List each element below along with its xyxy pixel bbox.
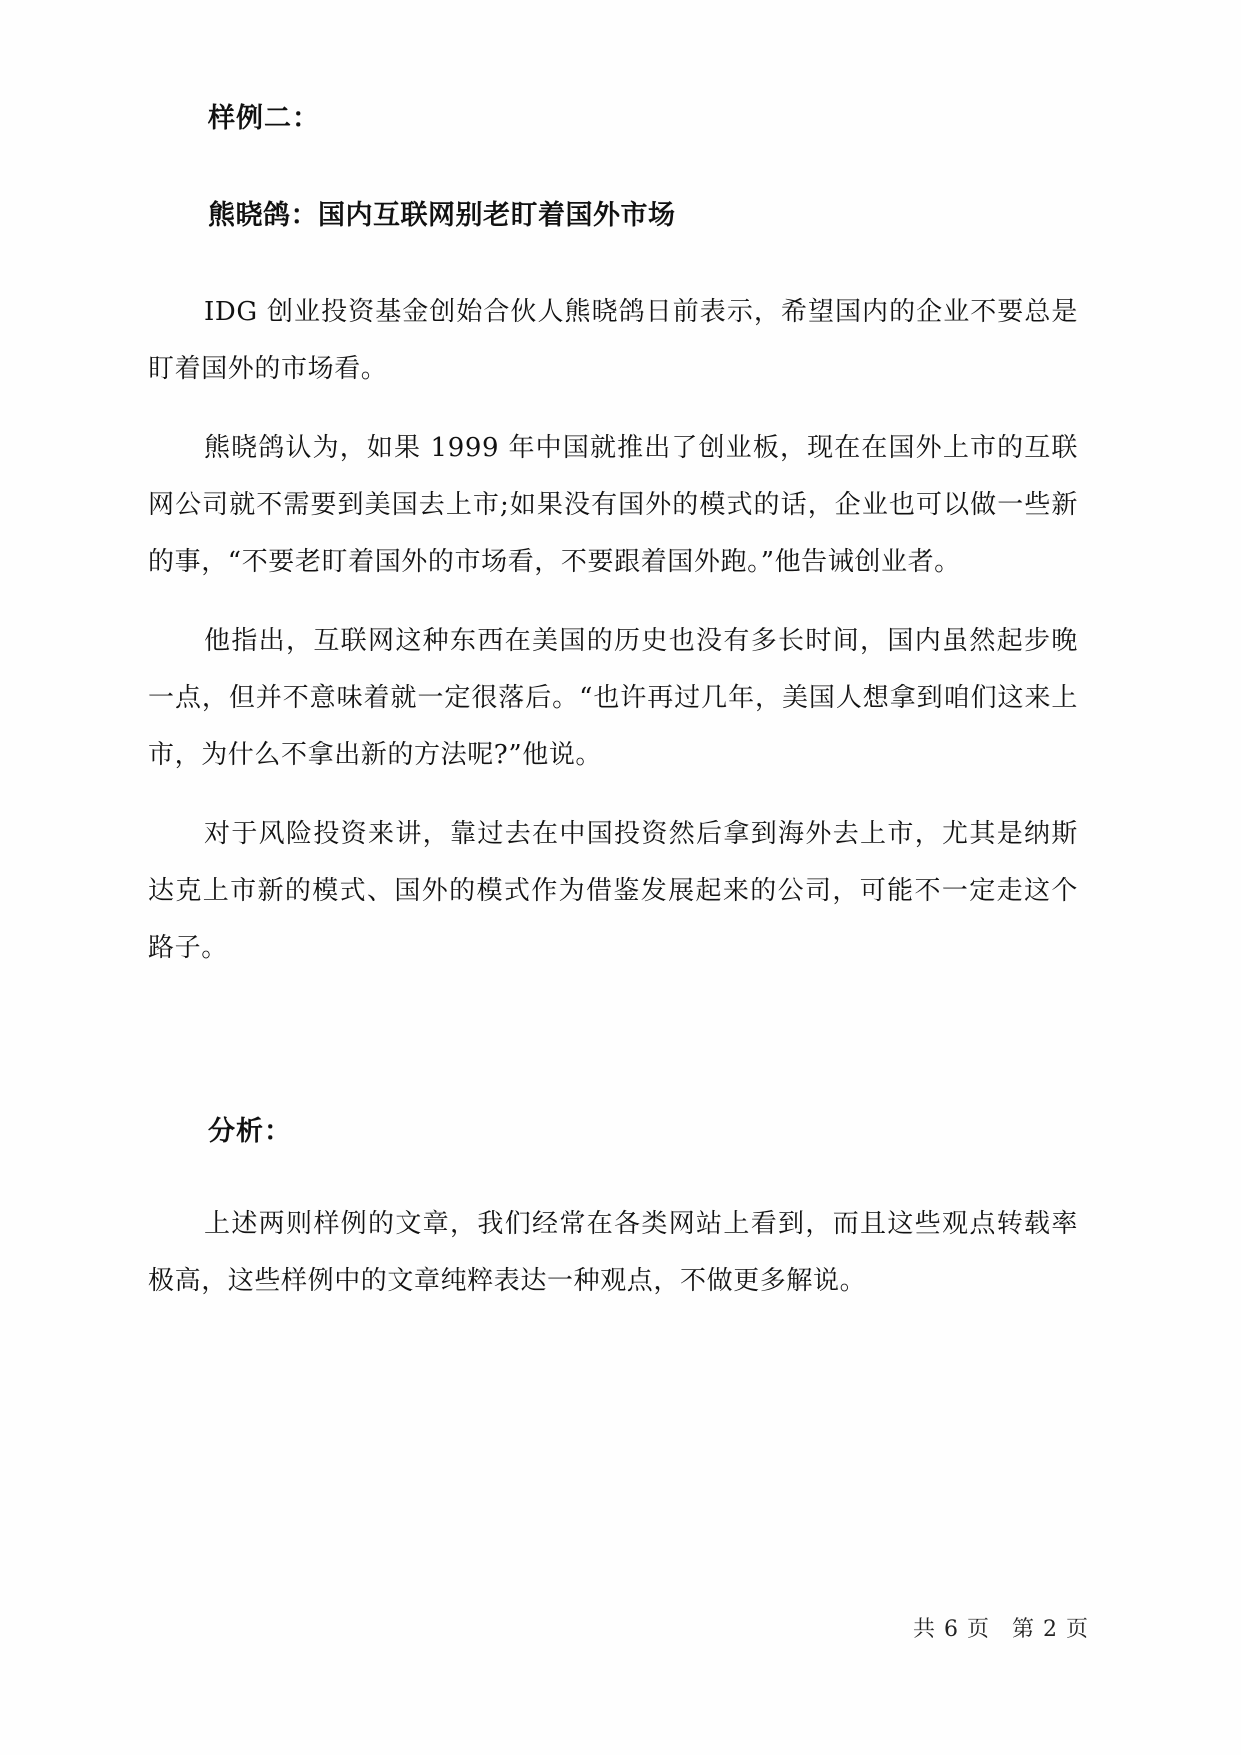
- page-content: [148, 96, 1078, 1332]
- body-paragraph: IDG 创业投资基金创始合伙人熊晓鸽日前表示，希望国内的企业不要总是盯着国外的市场看。: [148, 297, 1078, 384]
- body-paragraph: 对于风险投资来讲，靠过去在中国投资然后拿到海外去上市，尤其是纳斯达克上市新的模式、国外的模式作为借鉴发展起来的公司，可能不一定走这个路子。: [148, 819, 1078, 963]
- sample-heading: 样例二：: [208, 103, 320, 134]
- analysis-paragraph: 上述两则样例的文章，我们经常在各类网站上看到，而且这些观点转载率极高，这些样例中的文章纯粹表达一种观点，不做更多解说。: [148, 1209, 1078, 1296]
- analysis-heading: 分析：: [208, 1116, 292, 1147]
- total-pages-label: 共 6 页: [913, 1617, 991, 1642]
- section-spacer: [148, 999, 1078, 1109]
- body-paragraph: 他指出，互联网这种东西在美国的历史也没有多长时间，国内虽然起步晚一点，但并不意味着就一定很落后。“也许再过几年，美国人想拿到咱们这来上市，为什么不拿出新的方法呢?”他说。: [148, 626, 1078, 770]
- article-title: 熊晓鸽：国内互联网别老盯着国外市场: [208, 200, 676, 231]
- page-footer: [913, 1612, 1089, 1643]
- current-page-label: 第 2 页: [1012, 1617, 1089, 1642]
- body-paragraph: 熊晓鸽认为，如果 1999 年中国就推出了创业板，现在在国外上市的互联网公司就不需要到美国去上市;如果没有国外的模式的话，企业也可以做一些新的事，“不要老盯着国外的市场看，不要跟着国外跑。”他告诫创业者。: [148, 433, 1078, 577]
